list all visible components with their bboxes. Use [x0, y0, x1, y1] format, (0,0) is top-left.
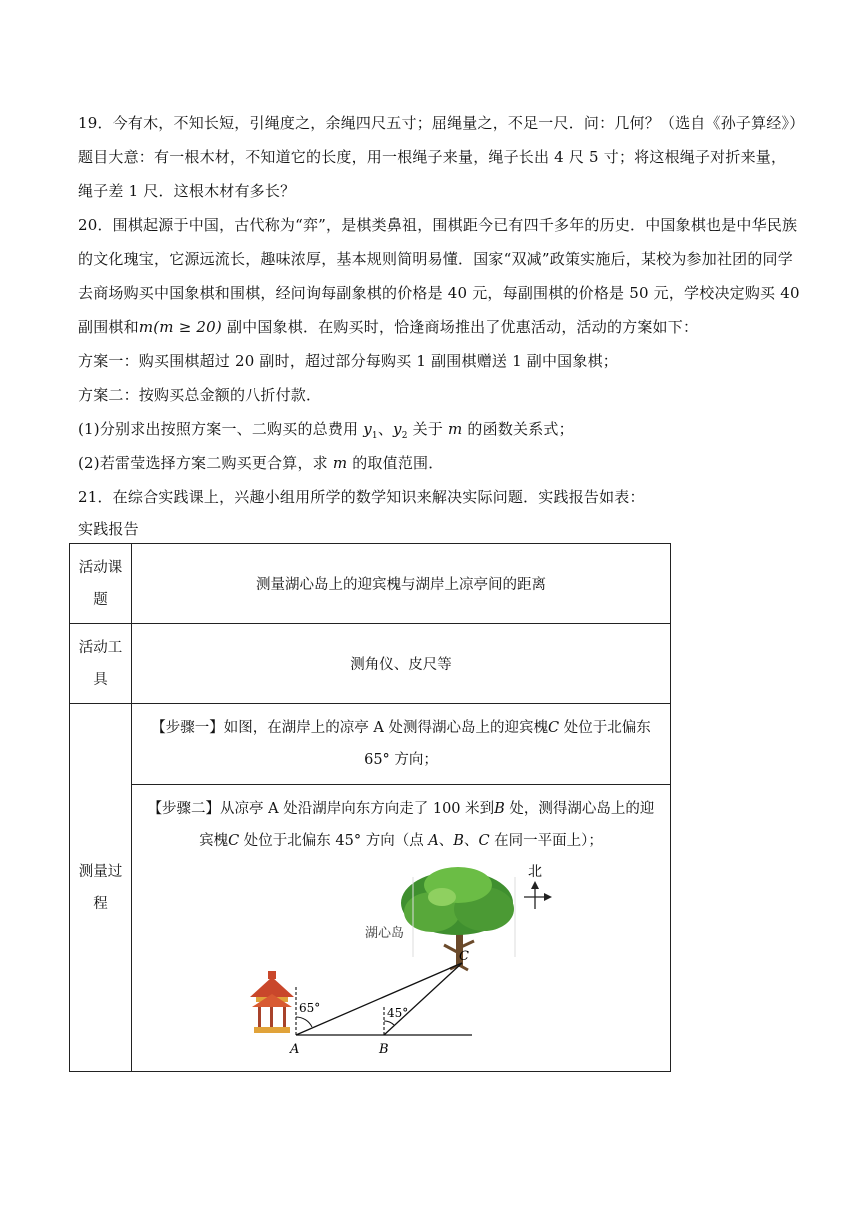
north-label: 北 [528, 864, 542, 880]
sub1-sep: 、 [377, 420, 394, 438]
q19-line-1: 19．今有木，不知长短，引绳度之，余绳四尺五寸；屈绳量之，不足一尺．问：几何？（选自《孙子算经》） [78, 114, 805, 132]
q20-line-3: 去商场购买中国象棋和围棋，经问询每副象棋的价格是 40 元，每副围棋的价格是 50 元，学校决定购买 40 [78, 284, 800, 302]
q20-line4-text-b: 副中国象棋．在购买时，恰逢商场推出了优惠活动，活动的方案如下： [221, 318, 699, 336]
sub1-text-a: (1)分别求出按照方案一、二购买的总费用 [78, 420, 364, 438]
step-text: 【步骤一】如图，在湖岸上的凉亭 A 处测得湖心岛上的迎宾槐 [151, 720, 548, 736]
q20-line-2: 的文化瑰宝，它源远流长，趣味浓厚，基本规则简明易懂．国家“双减”政策实施后，某校为参加社团的同学 [78, 250, 793, 268]
constraint-m: (m ≥ 20) [153, 318, 222, 336]
q20-line-1: 20．围棋起源于中国，古代称为“弈”，是棋类鼻祖，围棋距今已有四千多年的历史．中国象棋也是中华民族 [78, 216, 798, 234]
step-text: 【步骤二】从凉亭 A 处沿湖岸向东方向走了 100 米到 [147, 801, 495, 817]
step-text: 处位于北偏东 45° 方向（点 [239, 833, 429, 849]
variable-m: m [332, 454, 348, 472]
step-text: 处，测得湖心岛上的迎 [504, 801, 655, 817]
angle-45-label: 45° [387, 1006, 409, 1020]
q19-line-2: 题目大意：有一根木材，不知道它的长度，用一根绳子来量，绳子长出 4 尺 5 寸；将这根绳子对折来量， [78, 148, 787, 166]
step-two-line-1 [142, 793, 660, 825]
point-c-label: C [228, 833, 240, 849]
q21-intro: 21．在综合实践课上，兴趣小组用所学的数学知识来解决实际问题．实践报告如表： [78, 488, 645, 506]
sub1-text-c: 的函数关系式； [462, 420, 574, 438]
q20-subquestion-2 [78, 452, 443, 473]
q20-line4-text-a: 副围棋和 [78, 318, 139, 336]
subscript-1: 1 [371, 431, 378, 441]
q19-line-3: 绳子差 1 尺．这根木材有多长？ [78, 182, 296, 200]
point-c-label: C [478, 833, 490, 849]
row-value-tools: 测角仪、皮尺等 [132, 624, 671, 704]
sub2-text-b: 的取值范围． [347, 454, 444, 472]
label-part: 具 [93, 671, 108, 688]
triangle-diagram [296, 963, 472, 1035]
angle-65-label: 65° [299, 1001, 321, 1015]
pavilion-icon [250, 971, 294, 1033]
q20-subquestion-1 [78, 418, 574, 441]
row-label-process [70, 704, 132, 1072]
row-label-topic [70, 544, 132, 624]
q20-plan-2: 方案二：按购买总金额的八折付款． [78, 386, 322, 404]
step-one [132, 704, 670, 785]
step-text: 在同一平面上）； [489, 833, 603, 849]
point-b-label: B [453, 833, 464, 849]
step-text: 、 [438, 833, 454, 849]
step-one-line-1 [142, 712, 660, 744]
variable-m: m [448, 420, 463, 438]
q20-line-4 [78, 316, 698, 337]
point-a-label: A [428, 833, 439, 849]
point-c-label: C [547, 720, 560, 736]
label-part: 活动课 [78, 559, 123, 576]
point-b-label: B [379, 1042, 389, 1057]
step-two [132, 785, 670, 857]
step-one-line-2: 65° 方向； [364, 752, 438, 768]
label-part: 程 [93, 895, 108, 912]
table-row [70, 544, 671, 624]
step-text: 、 [463, 833, 479, 849]
sub1-text-b: 关于 [407, 420, 449, 438]
sub2-text-a: (2)若雷莹选择方案二购买更合算，求 [78, 454, 333, 472]
variable-m: m [138, 318, 154, 336]
step-two-line-2 [142, 825, 660, 857]
label-part: 题 [93, 591, 108, 608]
report-title: 实践报告 [78, 520, 139, 538]
q20-plan-1: 方案一：购买围棋超过 20 副时，超过部分每购买 1 副围棋赠送 1 副中国象棋； [78, 352, 618, 370]
variable-y1: y [363, 420, 372, 438]
row-value-topic: 测量湖心岛上的迎宾槐与湖岸上凉亭间的距离 [132, 544, 671, 624]
subscript-2: 2 [401, 431, 408, 441]
point-b-label: B [494, 801, 505, 817]
practice-report-table [69, 543, 671, 1072]
row-label-tools [70, 624, 132, 704]
label-part: 活动工 [78, 639, 123, 656]
point-c-label: C [459, 949, 469, 964]
step-text: 宾槐 [199, 833, 229, 849]
table-row [70, 624, 671, 704]
north-arrow-icon [524, 881, 552, 909]
tree-icon [401, 867, 515, 970]
table-row [70, 704, 671, 1072]
island-label: 湖心岛 [365, 926, 405, 941]
label-part: 测量过 [78, 863, 123, 880]
variable-y2: y [393, 420, 402, 438]
measurement-figure [132, 857, 670, 1057]
step-text: 处位于北偏东 [559, 720, 651, 736]
point-a-label: A [290, 1042, 300, 1057]
row-value-process [132, 704, 671, 1072]
